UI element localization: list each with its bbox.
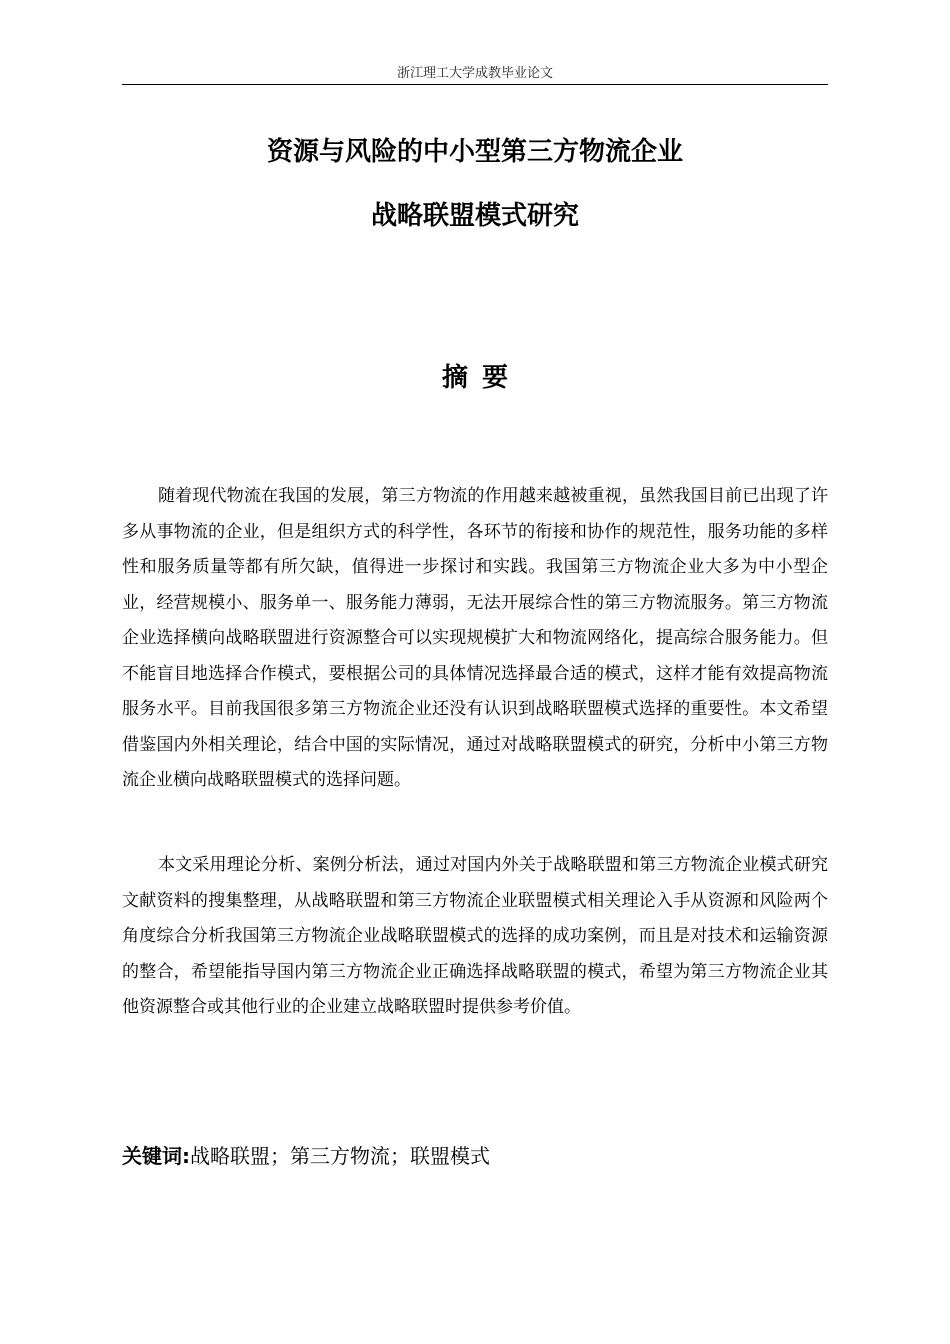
thesis-title-line-2: 战略联盟模式研究 xyxy=(370,201,579,231)
page-header xyxy=(122,66,828,85)
abstract-paragraph-2: 本文采用理论分析、案例分析法，通过对国内外关于战略联盟和第三方物流企业模式研究文献资料的搜集整理，从战略联盟和第三方物流企业联盟模式相关理论入手从资源和风险两个角度综合分析我国第三方物流企业战略联盟模式的选择的成功案例，而且是对技术和运输资源的整合，希望能指导国内第三方物流企业正确选择战略联盟的模式，希望为第三方物流企业其他资源整合或其他行业的企业建立战略联盟时提供参考价值。 xyxy=(122,855,828,1017)
thesis-title-line-1: 资源与风险的中小型第三方物流企业 xyxy=(266,137,683,167)
header-text: 浙江理工大学成教毕业论文 xyxy=(396,66,553,81)
keywords-line xyxy=(122,1142,828,1170)
keywords-value: 战略联盟；第三方物流；联盟模式 xyxy=(190,1144,490,1168)
keywords-label: 关键词: xyxy=(122,1144,190,1168)
abstract-heading: 摘要 xyxy=(441,363,522,393)
abstract-paragraph-1: 随着现代物流在我国的发展，第三方物流的作用越来越被重视，虽然我国目前已出现了许多从事物流的企业，但是组织方式的科学性，各环节的衔接和协作的规范性，服务功能的多样性和服务质量等都有所欠缺，值得进一步探讨和实践。我国第三方物流企业大多为中小型企业，经营规模小、服务单一、服务能力薄弱，无法开展综合性的第三方物流服务。第三方物流企业选择横向战略联盟进行资源整合可以实现规模扩大和物流网络化，提高综合服务能力。但不能盲目地选择合作模式，要根据公司的具体情况选择最合适的模式，这样才能有效提高物流服务水平。目前我国很多第三方物流企业还没有认识到战略联盟模式选择的重要性。本文希望借鉴国内外相关理论，结合中国的实际情况，通过对战略联盟模式的研究，分析中小第三方物流企业横向战略联盟模式的选择问题。 xyxy=(122,486,828,790)
